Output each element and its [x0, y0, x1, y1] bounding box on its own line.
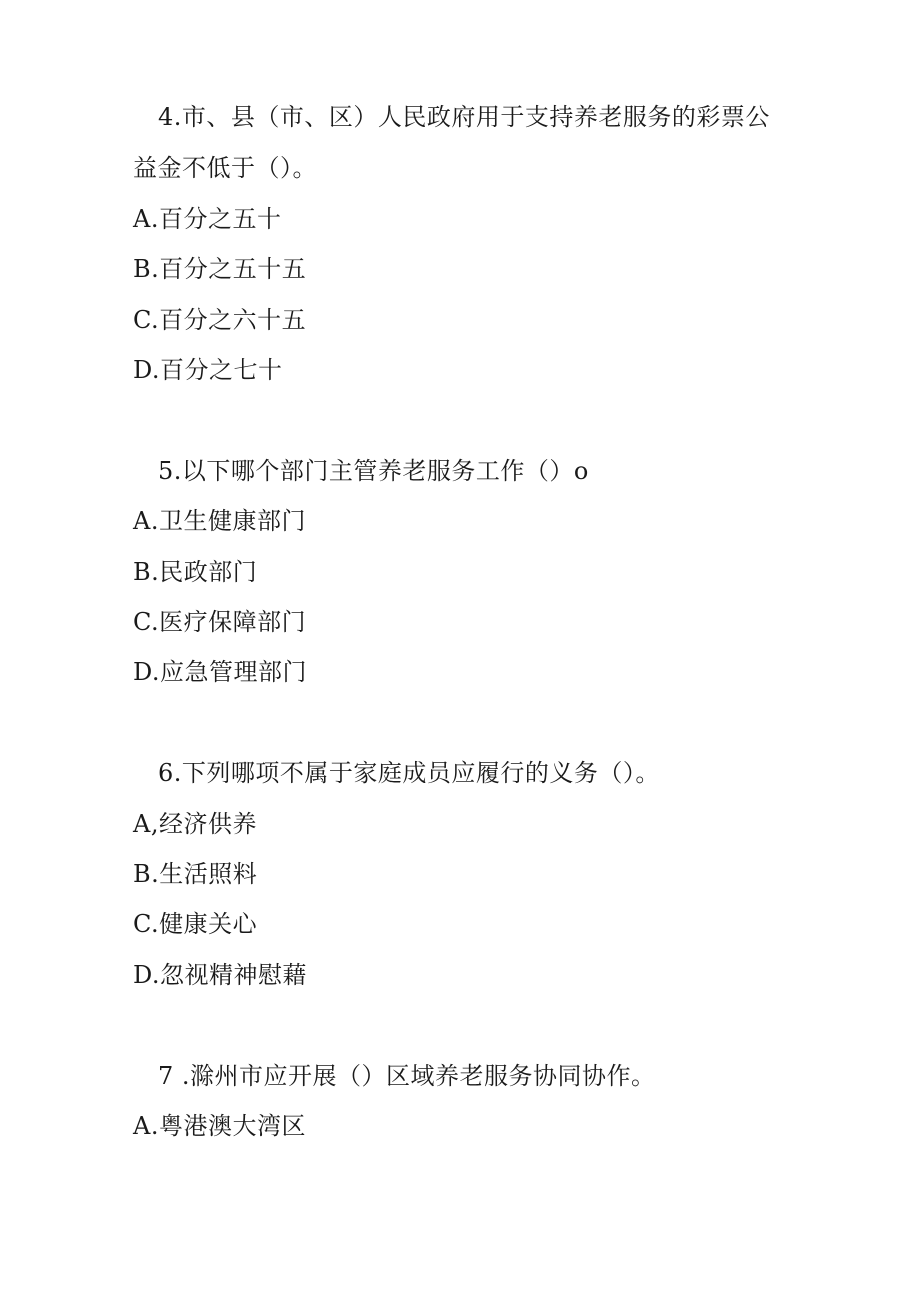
question-stem: 6.下列哪项不属于家庭成员应履行的义务（）。 — [158, 759, 660, 787]
question-stem-continued: 益金不低于（）。 — [133, 154, 317, 182]
option-a: A,经济供养 — [133, 810, 257, 838]
option-a: A.卫生健康部门 — [133, 507, 306, 535]
option-d: D.百分之七十 — [133, 356, 283, 384]
option-c: C.医疗保障部门 — [133, 608, 307, 636]
option-a: A.百分之五十 — [133, 205, 282, 233]
option-c: C.百分之六十五 — [133, 306, 307, 334]
option-a: A.粤港澳大湾区 — [133, 1112, 306, 1140]
option-c: C.健康关心 — [133, 910, 258, 938]
question-stem: 4.市、县（市、区）人民政府用于支持养老服务的彩票公 — [158, 103, 770, 131]
question-stem: 5.以下哪个部门主管养老服务工作（）o — [158, 457, 589, 485]
option-b: B.生活照料 — [133, 860, 258, 888]
question-stem: 7 .滁州市应开展（）区域养老服务协同协作。 — [158, 1062, 656, 1090]
option-b: B.民政部门 — [133, 558, 258, 586]
option-d: D.忽视精神慰藉 — [133, 961, 308, 989]
option-b: B.百分之五十五 — [133, 255, 307, 283]
option-d: D.应急管理部门 — [133, 658, 308, 686]
